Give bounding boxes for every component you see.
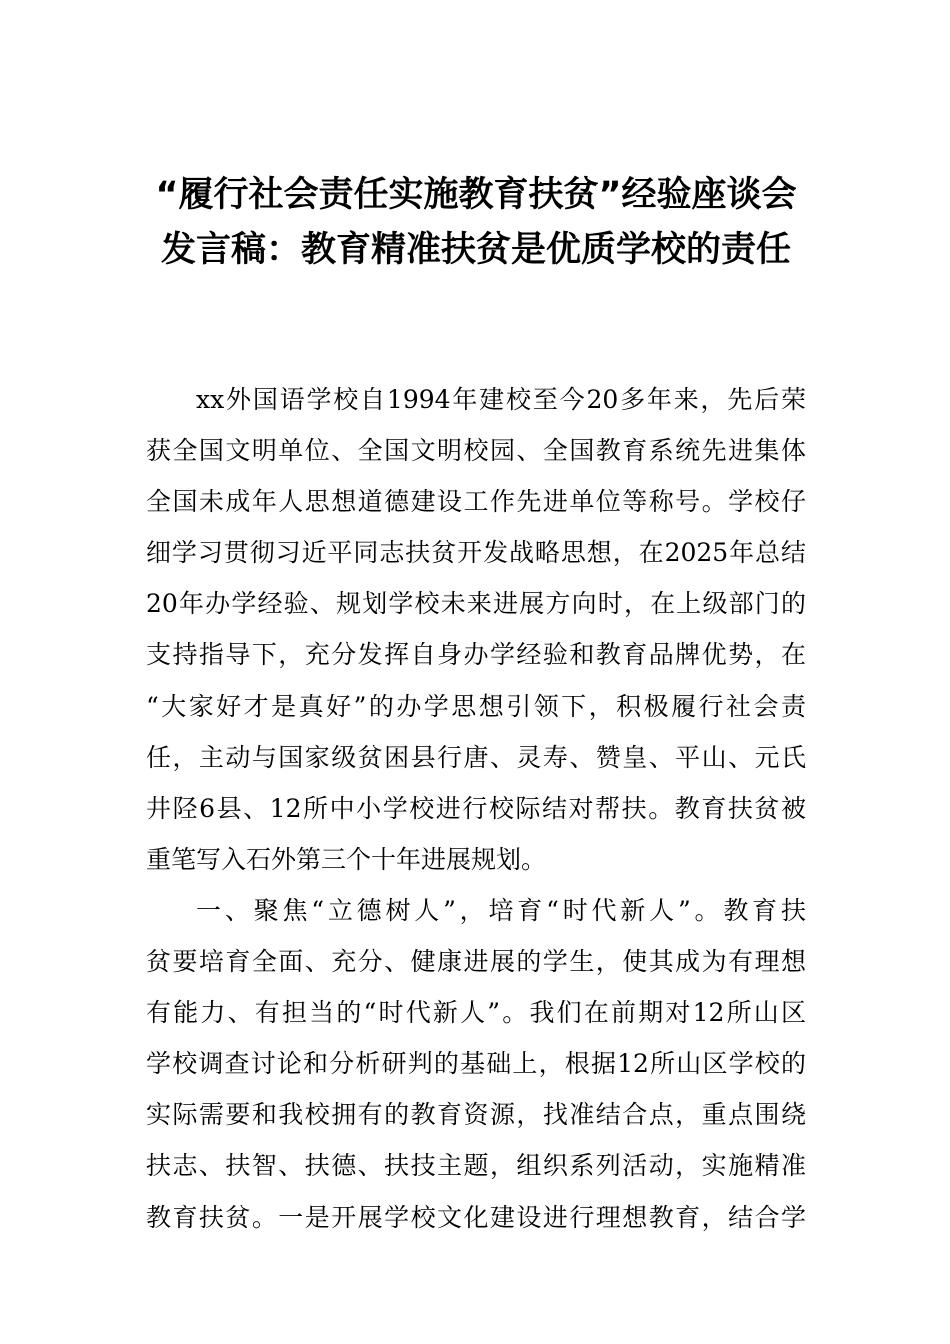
text-line: 井陉6县、12所中小学校进行校际结对帮扶。教育扶贫被: [146, 793, 806, 823]
document-body: [146, 374, 806, 1243]
text-line: 获全国文明单位、全国文明校园、全国教育系统先进集体: [146, 436, 806, 466]
text-line: 扶志、扶智、扶德、扶技主题，组织系列活动，实施精准: [146, 1151, 806, 1181]
text-line: 一、聚焦“立德树人”，培育“时代新人”。教育扶: [196, 895, 806, 925]
text-line: 细学习贯彻习近平同志扶贫开发战略思想，在2025年总结: [146, 538, 806, 568]
text-line: 重笔写入石外第三个十年进展规划。: [146, 844, 547, 874]
text-line: 实际需要和我校拥有的教育资源，找准结合点，重点围绕: [146, 1100, 806, 1130]
text-line: 有能力、有担当的“时代新人”。我们在前期对12所山区: [146, 998, 806, 1028]
text-line: 学校调查讨论和分析研判的基础上，根据12所山区学校的: [146, 1049, 806, 1079]
text-line: xx外国语学校自1994年建校至今20多年来，先后荣: [196, 385, 806, 414]
paragraph-section-one: [146, 885, 806, 1243]
paragraph-intro: [146, 374, 806, 885]
text-line: 全国未成年人思想道德建设工作先进单位等称号。学校仔: [146, 487, 806, 517]
text-line: 教育扶贫。一是开展学校文化建设进行理想教育，结合学: [146, 1202, 806, 1232]
text-line: 贫要培育全面、充分、健康进展的学生，使其成为有理想: [146, 947, 806, 977]
text-line: 支持指导下，充分发挥自身办学经验和教育品牌优势，在: [146, 640, 806, 670]
text-line: “大家好才是真好”的办学思想引领下，积极履行社会责: [146, 691, 806, 721]
text-line: 任，主动与国家级贫困县行唐、灵寿、赞皇、平山、元氏: [146, 742, 806, 772]
text-line: 20年办学经验、规划学校未来进展方向时，在上级部门的: [146, 589, 806, 619]
document-title: “履行社会责任实施教育扶贫”经验座谈会发言稿：教育精准扶贫是优质学校的责任: [155, 175, 797, 270]
